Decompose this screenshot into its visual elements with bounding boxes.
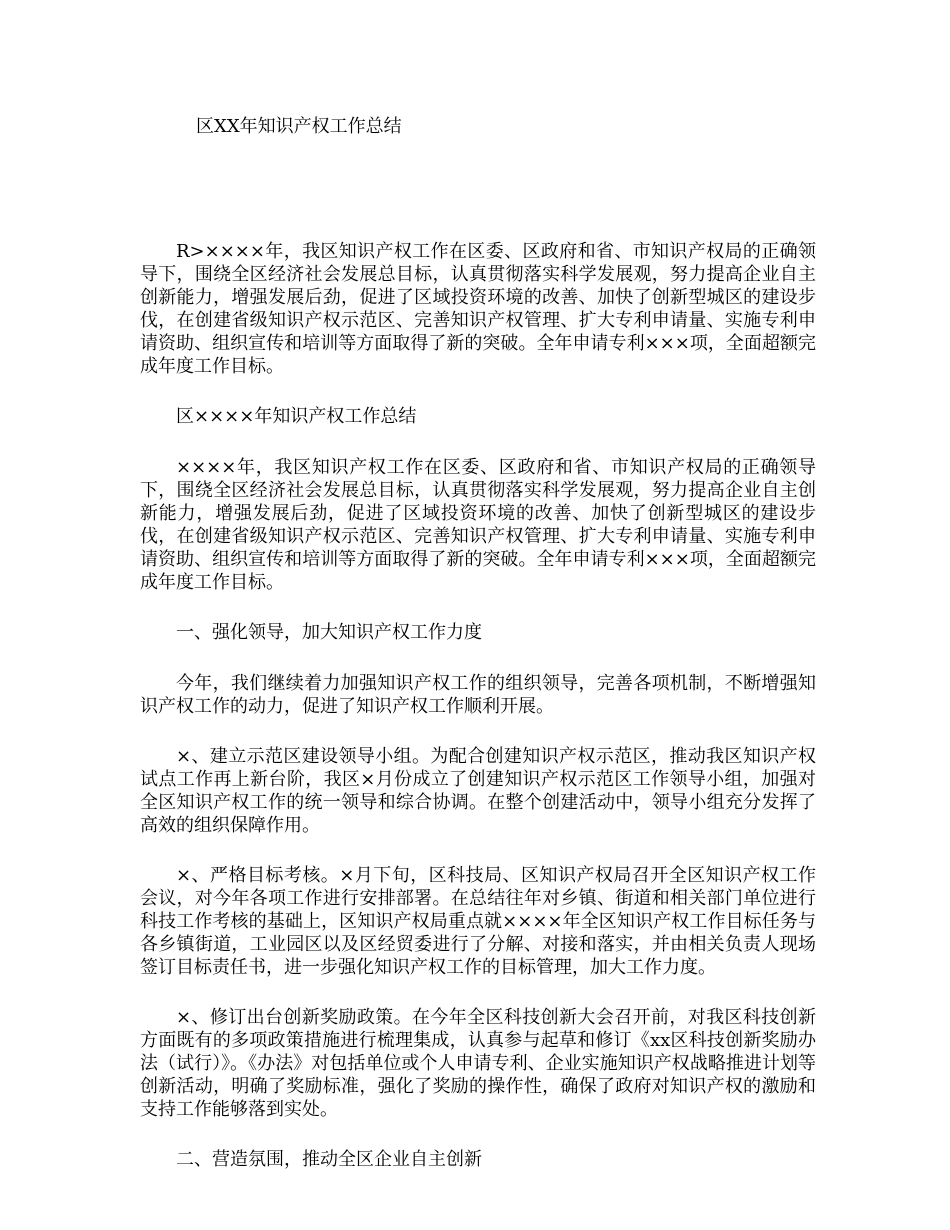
section-heading-2: 二、营造氛围，推动全区企业自主创新 [176, 1149, 482, 1170]
paragraph-intro: R>××××年，我区知识产权工作在区委、区政府和省、市知识产权局的正确领导下，围绕全区经济社会发展总目标，认真贯彻落实科学发展观，努力提高企业自主创新能力，增强发展后劲，促进了区域投资环境的改善、加快了创新型城区的建设步伐，在创建省级知识产权示范区、完善知识产权管理、扩大专利申请量、实施专利申请资助、组织宣传和培训等方面取得了新的突破。全年申请专利×××项，全面超额完成年度工作目标。 [140, 241, 816, 377]
paragraph-leadership: 今年，我们继续着力加强知识产权工作的组织领导，完善各项机制，不断增强知识产权工作的动力，促进了知识产权工作顺利开展。 [140, 673, 816, 717]
paragraph-item-3: ×、修订出台创新奖励政策。在今年全区科技创新大会召开前，对我区科技创新方面既有的多项政策措施进行梳理集成，认真参与起草和修订《xx区科技创新奖励办法（试行）》。《办法》对包括单位或个人申请专利、企业实施知识产权战略推进计划等创新活动，明确了奖励标准，强化了奖励的操作性，确保了政府对知识产权的激励和支持工作能够落到实处。 [140, 1007, 816, 1120]
section-heading-summary: 区××××年知识产权工作总结 [176, 406, 417, 427]
document-body [140, 240, 816, 1199]
paragraph-item-1: ×、建立示范区建设领导小组。为配合创建知识产权示范区，推动我区知识产权试点工作再上新台阶，我区×月份成立了创建知识产权示范区工作领导小组，加强对全区知识产权工作的统一领导和综合协调。在整个创建活动中，领导小组充分发挥了高效的组织保障作用。 [140, 746, 816, 836]
document-title: 区XX年知识产权工作总结 [196, 116, 402, 137]
section-heading-1: 一、强化领导，加大知识产权工作力度 [176, 622, 482, 643]
paragraph-summary: ××××年，我区知识产权工作在区委、区政府和省、市知识产权局的正确领导下，围绕全区经济社会发展总目标，认真贯彻落实科学发展观，努力提高企业自主创新能力，增强发展后劲，促进了区域投资环境的改善、加快了创新型城区的建设步伐，在创建省级知识产权示范区、完善知识产权管理、扩大专利申请量、实施专利申请资助、组织宣传和培训等方面取得了新的突破。全年申请专利×××项，全面超额完成年度工作目标。 [140, 457, 816, 593]
paragraph-item-2: ×、严格目标考核。×月下旬，区科技局、区知识产权局召开全区知识产权工作会议，对今年各项工作进行安排部署。在总结往年对乡镇、街道和相关部门单位进行科技工作考核的基础上，区知识产权局重点就××××年全区知识产权工作目标任务与各乡镇街道，工业园区以及区经贸委进行了分解、对接和落实，并由相关负责人现场签订目标责任书，进一步强化知识产权工作的目标管理，加大工作力度。 [140, 865, 816, 978]
